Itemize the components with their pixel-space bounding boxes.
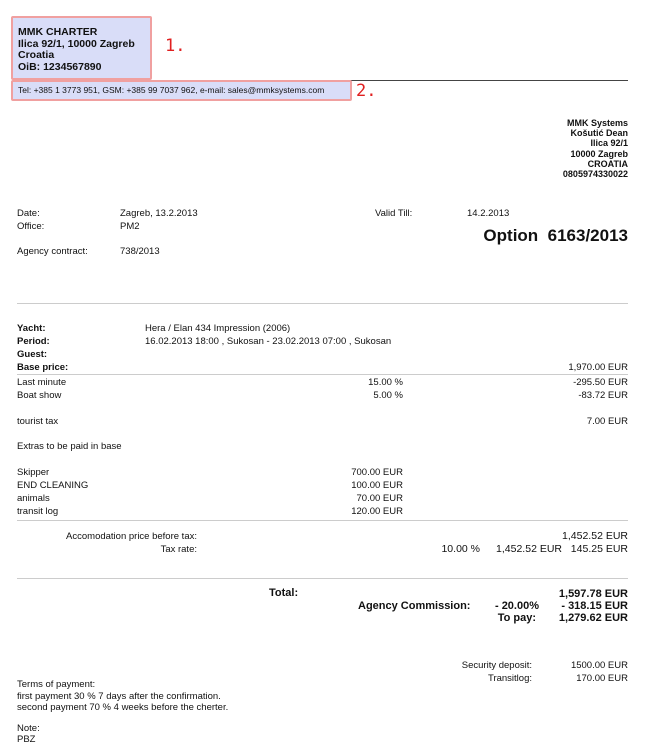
total-label: Total: [269,587,299,599]
company-address: Ilica 92/1, 10000 Zagreb [18,37,135,50]
commission-pct: - 20.00% [494,600,539,612]
base-price-value: 1,970.00 EUR [568,362,628,373]
valid-value: 14.2.2013 [467,208,510,219]
base-price-label: Base price: [17,362,69,373]
terms-heading: Terms of payment: [17,679,96,690]
terms-line: first payment 30 % 7 days after the confirmation. [17,691,221,702]
recipient-block [563,118,628,179]
tax-rate-label: Tax rate: [160,544,197,555]
discount-label: Last minute [17,377,67,388]
recipient-street: Ilica 92/1 [590,138,628,149]
tourist-tax-label: tourist tax [17,416,59,427]
recipient-person: Košutić Dean [570,128,628,139]
recipient-name: MMK Systems [566,118,628,128]
company-block [11,16,152,80]
terms-line: second payment 70 % 4 weeks before the cherter. [17,702,229,713]
security-deposit-value: 1500.00 EUR [570,660,628,671]
period-label: Period: [17,336,50,347]
commission-value: - 318.15 EUR [561,600,628,612]
company-name: MMK CHARTER [18,26,98,38]
company-country: Croatia [18,49,55,61]
security-deposit-label: Security deposit: [461,660,532,671]
recipient-id: 0805974330022 [562,169,628,180]
date-label: Date: [17,208,40,219]
office-label: Office: [17,221,45,232]
total-value: 1,597.78 EUR [558,588,628,600]
divider-extras [17,520,628,521]
yacht-label: Yacht: [17,323,46,334]
divider-totals [17,578,628,579]
discount-amount: -83.72 EUR [578,390,628,401]
contact-block [11,80,352,101]
discount-label: Boat show [17,390,62,401]
note-text: PBZ [17,734,36,745]
yacht-value: Hera / Elan 434 Impression (2006) [145,323,291,334]
option-title: Option 6163/2013 [483,226,628,245]
recipient-country: CROATIA [587,158,628,169]
extra-amount: 120.00 EUR [351,506,403,517]
extra-amount: 70.00 EUR [356,493,403,504]
tax-rate-base: 1,452.52 EUR [496,543,562,555]
contract-value: 738/2013 [120,246,160,257]
accommodation-amount: 1,452.52 EUR [562,530,628,542]
discount-pct: 5.00 % [373,390,403,401]
contact-line: Tel: +385 1 3773 951, GSM: +385 99 7037 962, e-mail: sales@mmksystems.com [18,85,325,95]
guest-label: Guest: [17,349,48,360]
discount-amount: -295.50 EUR [573,377,628,388]
marker-1: 1. [165,36,186,56]
transitlog-value: 170.00 EUR [576,673,628,684]
discount-pct: 15.00 % [368,377,403,388]
divider-base [17,374,628,375]
extra-label: animals [17,493,50,504]
date-value: Zagreb, 13.2.2013 [120,208,198,219]
extras-heading: Extras to be paid in base [17,441,122,452]
accommodation-label: Accomodation price before tax: [66,531,197,542]
extra-amount: 700.00 EUR [351,467,403,478]
to-pay-label: To pay: [497,612,536,624]
contract-label: Agency contract: [17,246,88,257]
office-value: PM2 [120,221,140,232]
to-pay-value: 1,279.62 EUR [558,612,628,624]
extra-label: transit log [17,506,59,517]
valid-label: Valid Till: [375,208,413,219]
divider-top [17,303,628,304]
period-value: 16.02.2013 18:00 , Sukosan - 23.02.2013 07:00 , Sukosan [145,336,392,347]
company-oib: OiB: 1234567890 [18,60,102,73]
note-heading: Note: [17,723,40,734]
transitlog-label: Transitlog: [488,673,532,684]
extra-label: END CLEANING [17,480,89,491]
recipient-city: 10000 Zagreb [570,148,628,159]
commission-label: Agency Commission: [358,600,471,612]
marker-2: 2. [356,81,377,101]
tax-rate-pct: 10.00 % [441,543,480,555]
tax-rate-amount: 145.25 EUR [570,543,628,555]
tourist-tax-amount: 7.00 EUR [586,416,628,427]
extra-label: Skipper [17,467,50,478]
extra-amount: 100.00 EUR [351,480,403,491]
